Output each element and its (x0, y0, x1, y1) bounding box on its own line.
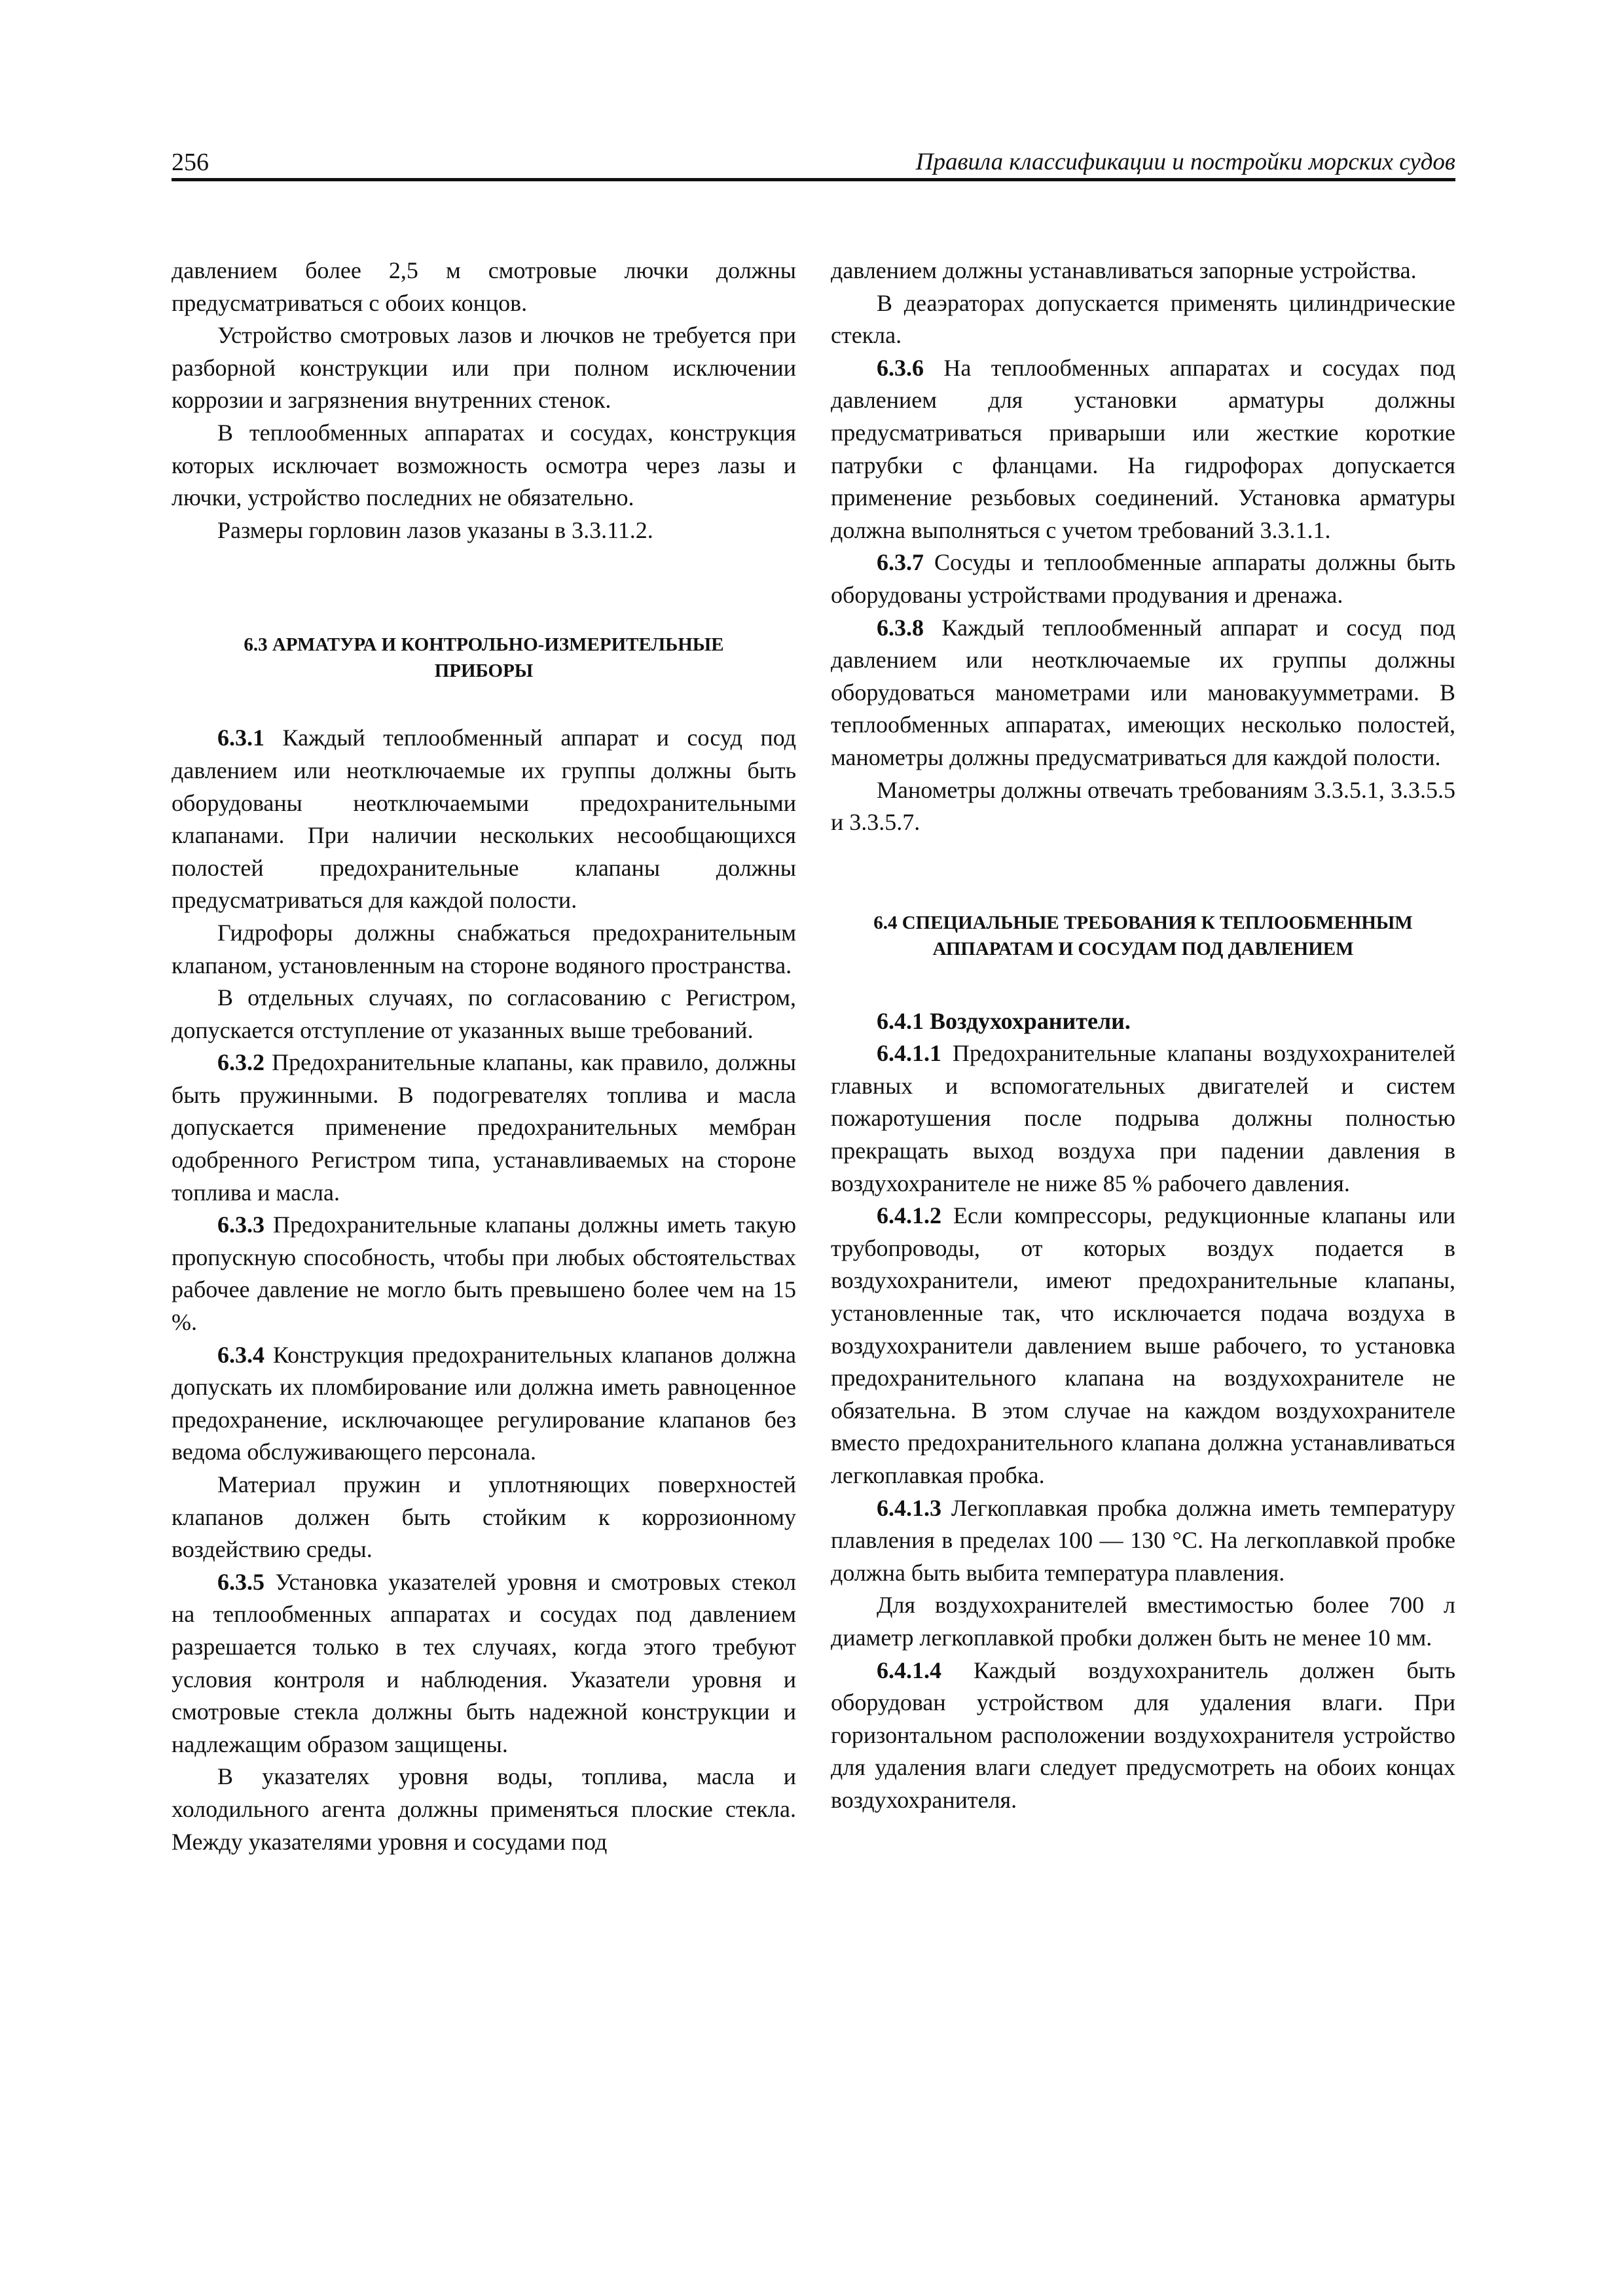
clause-text: На теплообменных аппаратах и сосудах под давлением для установки арматуры должны предусматриваться приварыши или жесткие короткие патрубки с фланцами. На гидрофорах допускается применение резьбовых соединений. Установка арматуры должна выполняться с учетом требований 3.3.1.1. (831, 354, 1455, 543)
paragraph: В деаэраторах допускается применять цилиндрические стекла. (831, 289, 1455, 349)
clause-number: 6.4.1.2 (877, 1202, 941, 1229)
clause-text: Предохранительные клапаны воздухохранителей главных и вспомогательных двигателей и систем пожаротушения после подрыва должны полностью прекращать выход воздуха при падении давления в воздухохранителе не ниже 85 % рабочего давления. (831, 1040, 1455, 1196)
clause-text: Предохранительные клапаны должны иметь такую пропускную способность, чтобы при любых обстоятельствах рабочее давление не могло быть превышено более чем на 15 %. (172, 1211, 796, 1336)
clause-6-4-1-1 (831, 1037, 1455, 1200)
clause-number: 6.3.2 (217, 1049, 264, 1076)
running-title: Правила классификации и постройки морских судов (915, 149, 1455, 175)
clause-number: 6.3.8 (877, 614, 924, 641)
section-heading-6-3 (172, 632, 796, 684)
clause-6-3-6 (831, 352, 1455, 547)
clause-6-4-1-4 (831, 1655, 1455, 1817)
clause-number: 6.3.4 (217, 1341, 264, 1368)
paragraph: давлением должны устанавливаться запорные устройства. (831, 257, 1417, 283)
clause-6-3-4 (172, 1339, 796, 1469)
clause-6-3-8 (831, 612, 1455, 774)
clause-number: 6.4.1.4 (877, 1657, 941, 1683)
paragraph: В теплообменных аппаратах и сосудах, конструкция которых исключает возможность осмотра через лазы и лючки, устройство последних не обязательно. (172, 419, 796, 511)
paragraph: Устройство смотровых лазов и лючков не требуется при разборной конструкции или при полном исключении коррозии и загрязнения внутренних стенок. (172, 322, 796, 414)
paragraph: Материал пружин и уплотняющих поверхностей клапанов должен быть стойким к коррозионному воздействию среды. (172, 1471, 796, 1563)
paragraph: Для воздухохранителей вместимостью более 700 л диаметр легкоплавкой пробки должен быть не менее 10 мм. (831, 1592, 1455, 1651)
section-heading-line: АППАРАТАМ И СОСУДАМ ПОД ДАВЛЕНИЕМ (932, 938, 1354, 960)
clause-number: 6.3.7 (877, 549, 924, 576)
left-column (172, 255, 796, 1858)
clause-number: 6.4.1.1 (877, 1040, 941, 1067)
clause-6-4-1-3 (831, 1492, 1455, 1590)
section-heading-line: 6.4 СПЕЦИАЛЬНЫЕ ТРЕБОВАНИЯ К ТЕПЛООБМЕННЫМ (873, 912, 1413, 933)
clause-text: Сосуды и теплообменные аппараты должны быть оборудованы устройствами продувания и дренажа. (831, 549, 1455, 608)
page-header (172, 145, 1455, 182)
paragraph: Гидрофоры должны снабжаться предохранительным клапаном, установленным на стороне водяного пространства. (172, 919, 796, 978)
clause-text: Конструкция предохранительных клапанов должна допускать их пломбирование или должна иметь равноценное предохранение, исключающее регулирование клапанов без ведома обслуживающего персонала. (172, 1341, 796, 1465)
subsection-title-6-4-1: 6.4.1 Воздухохранители. (877, 1007, 1131, 1034)
right-column (831, 255, 1455, 1817)
clause-number: 6.3.3 (217, 1211, 264, 1238)
clause-6-4-1-2 (831, 1200, 1455, 1492)
clause-number: 6.4.1.3 (877, 1494, 941, 1521)
section-heading-line: ПРИБОРЫ (434, 660, 534, 682)
clause-text: Предохранительные клапаны, как правило, должны быть пружинными. В подогревателях топлива и масла допускается применение предохранительных мембран одобренного Регистром типа, устанавливаемых на стороне топлива и масла. (172, 1049, 796, 1206)
clause-number: 6.3.6 (877, 354, 924, 381)
header-rule (172, 178, 1455, 181)
clause-number: 6.3.1 (217, 725, 264, 751)
paragraph: Манометры должны отвечать требованиям 3.3.5.1, 3.3.5.5 и 3.3.5.7. (831, 776, 1455, 836)
paragraph: В отдельных случаях, по согласованию с Регистром, допускается отступление от указанных выше требований. (172, 984, 796, 1043)
section-heading-line: 6.3 АРМАТУРА И КОНТРОЛЬНО-ИЗМЕРИТЕЛЬНЫЕ (244, 634, 724, 656)
clause-text: Каждый теплообменный аппарат и сосуд под давлением или неотключаемые их группы должны быть оборудованы неотключаемыми предохранительными клапанами. При наличии нескольких несообщающихся полостей предохранительные клапаны должны предусматриваться для каждой полости. (172, 725, 796, 914)
clause-text: Если компрессоры, редукционные клапаны или трубопроводы, от которых воздух подается в воздухохранители, имеют предохранительные клапаны, установленные так, что исключается подача воздуха в воздухохранители давлением выше рабочего, то установка предохранительного клапана на воздухохранителе не обязательна. В этом случае на каждом воздухохранителе вместо предохранительного клапана должна устанавливаться легкоплавкая пробка. (831, 1202, 1455, 1488)
paragraph: давлением более 2,5 м смотровые лючки должны предусматриваться с обоих концов. (172, 257, 796, 316)
page-number: 256 (172, 149, 209, 176)
section-heading-6-4 (831, 910, 1455, 962)
clause-6-3-7 (831, 547, 1455, 611)
clause-6-3-3 (172, 1209, 796, 1338)
clause-6-3-2 (172, 1047, 796, 1209)
clause-6-3-5 (172, 1566, 796, 1761)
clause-text: Каждый воздухохранитель должен быть оборудован устройством для удаления влаги. При горизонтальном расположении воздухохранителя устройство для удаления влаги следует предусмотреть на обоих концах воздухохранителя. (831, 1657, 1455, 1813)
clause-text: Установка указателей уровня и смотровых стекол на теплообменных аппаратах и сосудах под давлением разрешается только в тех случаях, когда этого требуют условия контроля и наблюдения. Указатели уровня и смотровые стекла должны быть надежной конструкции и надлежащим образом защищены. (172, 1568, 796, 1757)
paragraph: Размеры горловин лазов указаны в 3.3.11.2. (217, 516, 653, 543)
clause-number: 6.3.5 (217, 1568, 264, 1595)
paragraph: В указателях уровня воды, топлива, масла и холодильного агента должны применяться плоские стекла. Между указателями уровня и сосудами под (172, 1763, 796, 1855)
clause-6-3-1 (172, 722, 796, 917)
clause-text: Легкоплавкая пробка должна иметь температуру плавления в пределах 100 — 130 °С. На легкоплавкой пробке должна быть выбита температура плавления. (831, 1494, 1455, 1586)
clause-text: Каждый теплообменный аппарат и сосуд под давлением или неотключаемые их группы должны оборудоваться манометрами или мановакуумметрами. В теплообменных аппаратах, имеющих несколько полостей, манометры должны предусматриваться для каждой полости. (831, 614, 1455, 770)
